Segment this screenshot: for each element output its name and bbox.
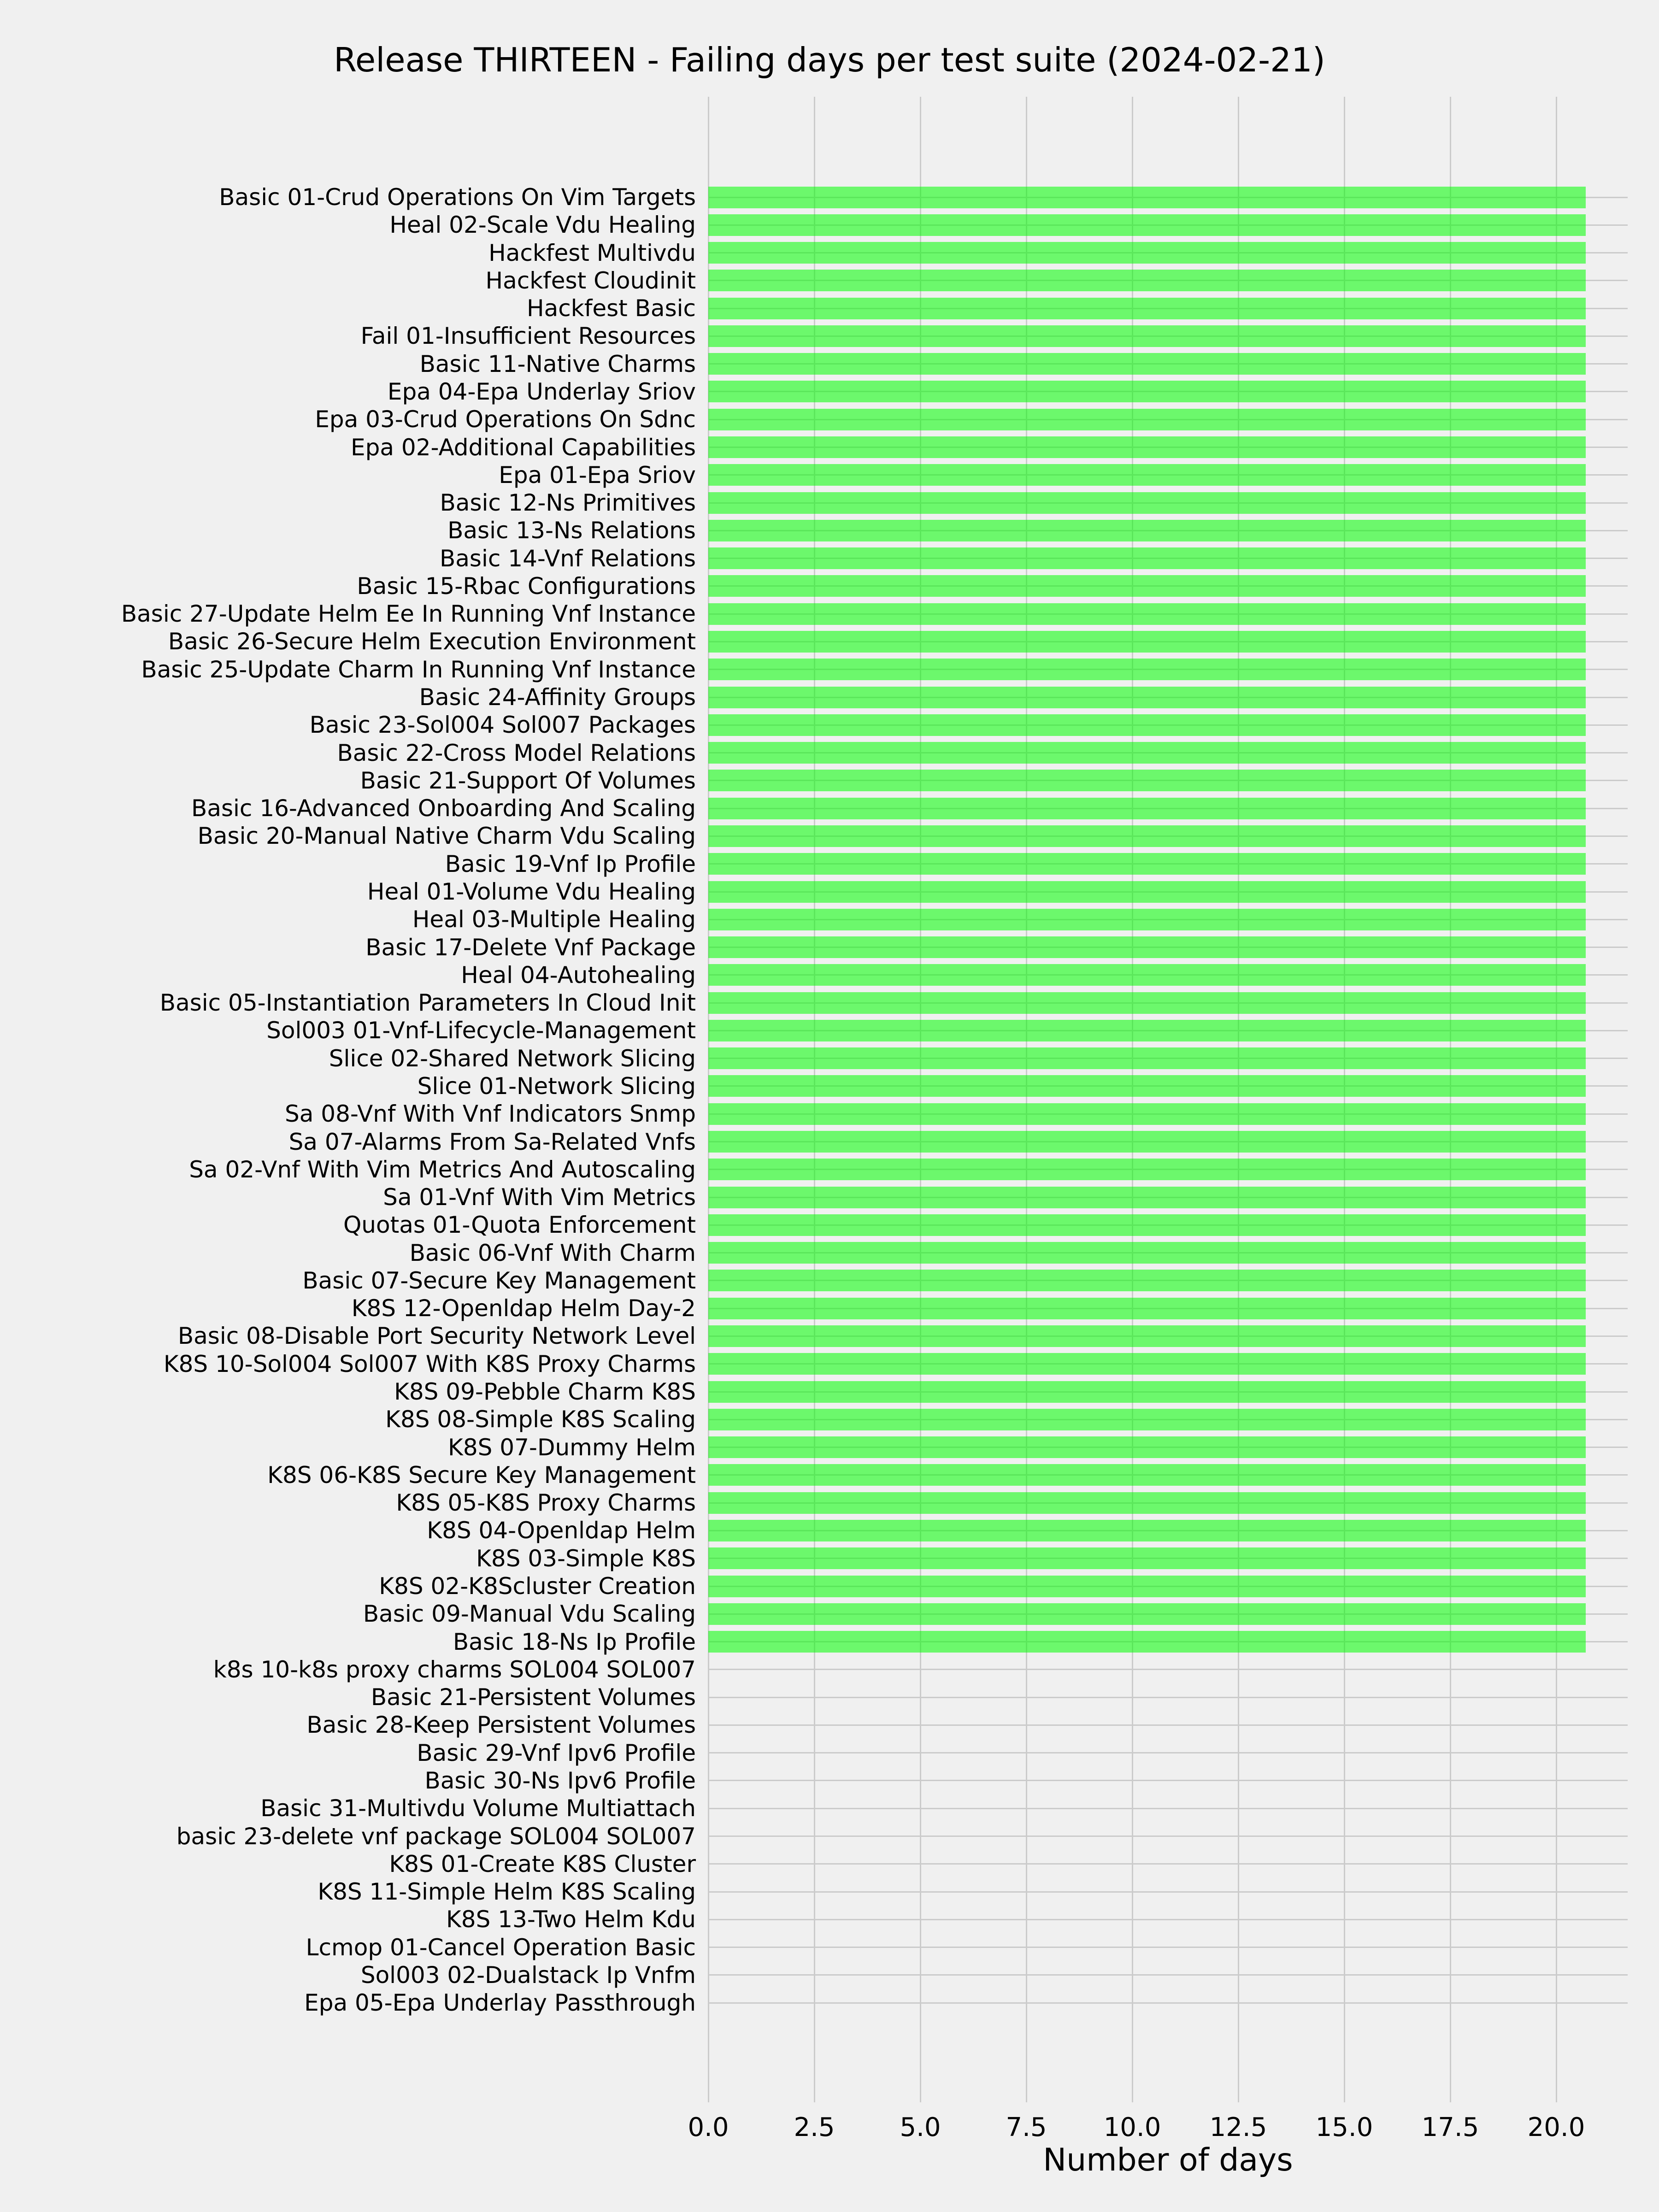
category-label: Basic 13-Ns Relations — [447, 517, 696, 544]
category-label: K8S 07-Dummy Helm — [448, 1434, 696, 1461]
bar — [708, 853, 1586, 875]
category-label: Fail 01-Insufficient Resources — [360, 323, 696, 350]
x-tick-label: 2.5 — [794, 2112, 835, 2142]
bar — [708, 1436, 1586, 1458]
category-label: Hackfest Basic — [527, 295, 696, 322]
bar — [708, 631, 1586, 653]
category-label: Basic 11-Native Charms — [419, 350, 696, 377]
bar — [708, 214, 1586, 236]
y-gridline — [708, 1808, 1628, 1809]
x-tick-label: 15.0 — [1315, 2112, 1373, 2142]
category-label: Basic 12-Ns Primitives — [440, 489, 696, 517]
category-label: Basic 17-Delete Vnf Package — [365, 934, 696, 961]
y-gridline — [708, 1947, 1628, 1948]
category-label: Hackfest Cloudinit — [485, 267, 696, 294]
category-label: Basic 27-Update Helm Ee In Running Vnf Instance — [121, 600, 696, 628]
bar — [708, 1353, 1586, 1375]
bar — [708, 603, 1586, 625]
category-label: Sol003 02-Dualstack Ip Vnfm — [360, 1961, 696, 1988]
bar — [708, 520, 1586, 541]
y-gridline — [708, 1863, 1628, 1865]
bar — [708, 1214, 1586, 1236]
category-label: Epa 03-Crud Operations On Sdnc — [315, 406, 696, 433]
bar — [708, 1020, 1586, 1041]
bar — [708, 1576, 1586, 1597]
category-label: Epa 01-Epa Sriov — [499, 461, 696, 488]
category-label: Epa 04-Epa Underlay Sriov — [387, 378, 696, 405]
bar — [708, 1075, 1586, 1097]
y-gridline — [708, 1697, 1628, 1698]
category-label: Basic 25-Update Charm In Running Vnf Instance — [141, 656, 696, 683]
bar — [708, 187, 1586, 208]
category-label: Basic 24-Affinity Groups — [419, 684, 696, 711]
bar — [708, 242, 1586, 264]
category-label: K8S 06-K8S Secure Key Management — [267, 1461, 696, 1488]
bar — [708, 298, 1586, 319]
bar — [708, 742, 1586, 764]
bar — [708, 325, 1586, 347]
category-label: Basic 23-Sol004 Sol007 Packages — [309, 712, 696, 739]
bar — [708, 964, 1586, 986]
x-tick-label: 10.0 — [1103, 2112, 1161, 2142]
category-label: K8S 05-K8S Proxy Charms — [396, 1489, 696, 1517]
category-label: Heal 03-Multiple Healing — [412, 906, 696, 933]
bar — [708, 1270, 1586, 1291]
category-label: K8S 13-Two Helm Kdu — [446, 1906, 696, 1933]
bar — [708, 1381, 1586, 1403]
bar — [708, 936, 1586, 958]
bar — [708, 687, 1586, 708]
bar — [708, 1520, 1586, 1541]
category-label: Basic 28-Keep Persistent Volumes — [306, 1712, 696, 1739]
category-label: Sa 02-Vnf With Vim Metrics And Autoscaling — [189, 1156, 696, 1183]
category-label: Heal 01-Volume Vdu Healing — [367, 878, 696, 905]
category-label: Basic 06-Vnf With Charm — [409, 1239, 696, 1266]
category-label: Quotas 01-Quota Enforcement — [343, 1212, 696, 1239]
bar — [708, 1325, 1586, 1347]
category-label: Sa 01-Vnf With Vim Metrics — [383, 1184, 696, 1211]
bar — [708, 1187, 1586, 1208]
bar — [708, 1103, 1586, 1125]
x-axis-label: Number of days — [1043, 2142, 1293, 2178]
category-label: Basic 21-Support Of Volumes — [360, 767, 696, 794]
bar — [708, 436, 1586, 458]
y-gridline — [708, 1724, 1628, 1726]
y-gridline — [708, 1780, 1628, 1781]
category-label: Basic 18-Ns Ip Profile — [453, 1628, 696, 1655]
x-tick-label: 12.5 — [1209, 2112, 1267, 2142]
category-label: Lcmop 01-Cancel Operation Basic — [306, 1934, 696, 1961]
bar — [708, 1159, 1586, 1180]
bar — [708, 1492, 1586, 1514]
category-label: K8S 02-K8Scluster Creation — [379, 1573, 696, 1600]
y-gridline — [708, 2002, 1628, 2004]
category-label: K8S 03-Simple K8S — [476, 1545, 696, 1572]
bar — [708, 1631, 1586, 1653]
x-tick-label: 7.5 — [1006, 2112, 1047, 2142]
category-label: K8S 04-Openldap Helm — [427, 1517, 696, 1544]
bar — [708, 270, 1586, 291]
category-label: Basic 01-Crud Operations On Vim Targets — [219, 184, 696, 211]
y-gridline — [708, 1752, 1628, 1753]
category-label: K8S 01-Create K8S Cluster — [389, 1850, 696, 1877]
bar — [708, 992, 1586, 1014]
category-label: Basic 30-Ns Ipv6 Profile — [424, 1767, 696, 1794]
category-label: Slice 01-Network Slicing — [417, 1072, 696, 1100]
bar — [708, 1047, 1586, 1069]
category-label: Basic 19-Vnf Ip Profile — [445, 850, 696, 877]
bar — [708, 547, 1586, 569]
category-label: Basic 16-Advanced Onboarding And Scaling — [191, 795, 696, 822]
bar — [708, 464, 1586, 486]
category-label: Basic 07-Secure Key Management — [302, 1267, 696, 1294]
x-tick-label: 0.0 — [688, 2112, 729, 2142]
x-tick-label: 5.0 — [900, 2112, 941, 2142]
category-label: K8S 12-Openldap Helm Day-2 — [351, 1295, 696, 1322]
y-gridline — [708, 1669, 1628, 1670]
bar — [708, 1464, 1586, 1486]
bar — [708, 881, 1586, 903]
bar — [708, 798, 1586, 819]
bar — [708, 909, 1586, 930]
x-tick-label: 17.5 — [1421, 2112, 1479, 2142]
bar — [708, 714, 1586, 736]
bar — [708, 1242, 1586, 1264]
category-label: Basic 26-Secure Helm Execution Environment — [168, 628, 696, 655]
bar — [708, 825, 1586, 847]
bar — [708, 1547, 1586, 1569]
category-labels — [0, 0, 696, 2212]
category-label: Sa 08-Vnf With Vnf Indicators Snmp — [285, 1100, 696, 1128]
category-label: Basic 08-Disable Port Security Network Level — [177, 1323, 696, 1350]
category-label: Epa 02-Additional Capabilities — [351, 434, 696, 461]
category-label: K8S 08-Simple K8S Scaling — [385, 1406, 696, 1433]
bar — [708, 1603, 1586, 1625]
category-label: k8s 10-k8s proxy charms SOL004 SOL007 — [213, 1656, 696, 1683]
category-label: Basic 14-Vnf Relations — [439, 545, 696, 572]
bar — [708, 1131, 1586, 1153]
y-gridline — [708, 1974, 1628, 1976]
bar — [708, 353, 1586, 375]
category-label: Heal 04-Autohealing — [461, 961, 696, 988]
category-label: basic 23-delete vnf package SOL004 SOL007 — [176, 1823, 696, 1850]
category-label: K8S 11-Simple Helm K8S Scaling — [318, 1878, 696, 1906]
bar — [708, 659, 1586, 680]
category-label: Basic 20-Manual Native Charm Vdu Scaling — [197, 823, 696, 850]
bar — [708, 492, 1586, 514]
y-gridline — [708, 1919, 1628, 1920]
bar — [708, 1298, 1586, 1319]
bar — [708, 381, 1586, 402]
x-tick-label: 20.0 — [1527, 2112, 1585, 2142]
category-label: K8S 09-Pebble Charm K8S — [394, 1378, 696, 1406]
bar — [708, 409, 1586, 430]
y-gridline — [708, 1835, 1628, 1837]
category-label: Basic 09-Manual Vdu Scaling — [363, 1600, 696, 1628]
chart-title: Release THIRTEEN - Failing days per test suite (2024-02-21) — [334, 41, 1325, 79]
category-label: Basic 21-Persistent Volumes — [371, 1684, 696, 1711]
category-label: Hackfest Multivdu — [488, 239, 696, 266]
category-label: Heal 02-Scale Vdu Healing — [389, 212, 696, 239]
category-label: Basic 15-Rbac Configurations — [357, 572, 696, 600]
category-label: Sa 07-Alarms From Sa-Related Vnfs — [288, 1128, 696, 1155]
bar — [708, 1409, 1586, 1430]
category-label: Basic 22-Cross Model Relations — [337, 739, 696, 766]
category-label: Basic 31-Multivdu Volume Multiattach — [260, 1795, 696, 1822]
category-label: Slice 02-Shared Network Slicing — [329, 1045, 696, 1072]
category-label: Sol003 01-Vnf-Lifecycle-Management — [266, 1017, 696, 1044]
plot-area — [708, 97, 1628, 2102]
category-label: K8S 10-Sol004 Sol007 With K8S Proxy Charms — [163, 1350, 696, 1377]
category-label: Epa 05-Epa Underlay Passthrough — [304, 1989, 696, 2017]
category-label: Basic 05-Instantiation Parameters In Cloud Init — [159, 989, 696, 1017]
y-gridline — [708, 1891, 1628, 1893]
bar — [708, 770, 1586, 791]
bar — [708, 575, 1586, 597]
category-label: Basic 29-Vnf Ipv6 Profile — [417, 1739, 696, 1766]
